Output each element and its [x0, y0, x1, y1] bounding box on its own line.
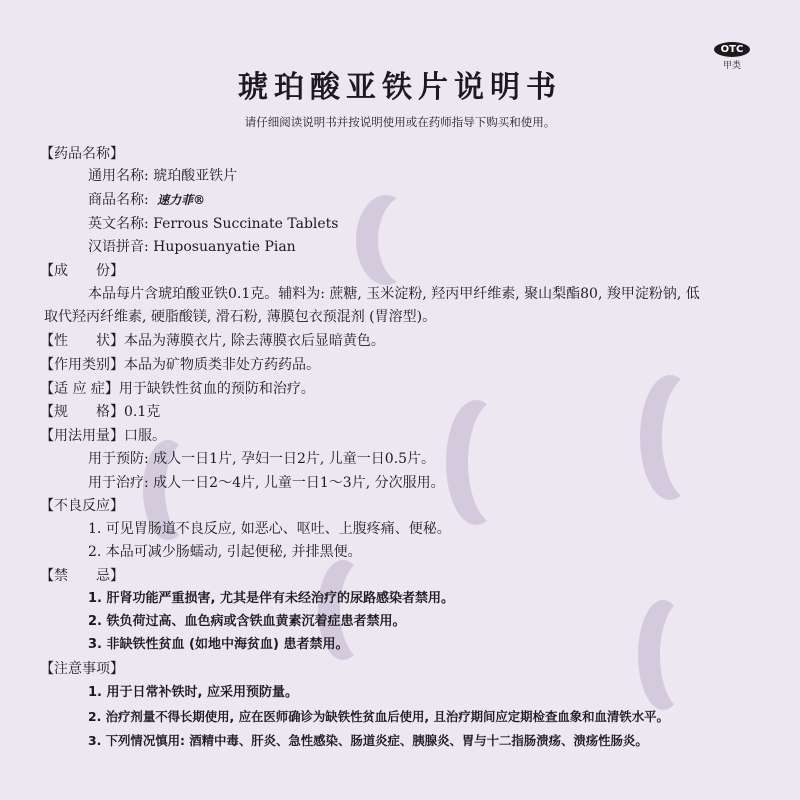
otc-badge: OTC — [714, 42, 750, 57]
contraindication-item: 1. 肝肾功能严重损害, 尤其是伴有未经治疗的尿路感染者禁用。 — [88, 591, 454, 606]
usage-notice: 请仔细阅读说明书并按说明使用或在药师指导下购买和使用。 — [244, 115, 556, 129]
dosage-text: 口服。 — [124, 428, 166, 444]
adverse-item: 1. 可见胃肠道不良反应, 如恶心、呕吐、上腹疼痛、便秘。 — [88, 521, 451, 537]
trade-name — [88, 190, 205, 210]
section-heading-drug-name: 【药品名称】 — [40, 146, 124, 162]
section-spec — [40, 402, 160, 422]
precaution-item: 3. 下列情况慎用: 酒精中毒、肝炎、急性感染、肠道炎症、胰腺炎、胃与十二指肠溃疡、溃疡性肠炎。 — [88, 733, 648, 748]
otc-category: 甲类 — [723, 61, 742, 71]
crescent-watermark — [660, 600, 710, 710]
dosage-treatment: 用于治疗: 成人一日2～4片, 儿童一日1～3片, 分次服用。 — [88, 475, 445, 491]
section-heading-adverse: 【不良反应】 — [40, 498, 124, 514]
trade-mark-logo: 速力菲® — [157, 193, 206, 207]
section-indications — [40, 379, 315, 399]
english-name: 英文名称: Ferrous Succinate Tablets — [88, 216, 339, 232]
section-heading-contraindications: 【禁 忌】 — [40, 568, 124, 584]
section-properties — [40, 331, 385, 351]
composition-line-2: 取代羟丙纤维素, 硬脂酸镁, 滑石粉, 薄膜包衣预混剂 (胃溶型)。 — [44, 309, 437, 325]
generic-name: 通用名称: 琥珀酸亚铁片 — [88, 168, 238, 184]
crescent-watermark — [662, 375, 722, 500]
section-category — [40, 355, 320, 375]
composition-line-1: 本品每片含琥珀酸亚铁0.1克。辅料为: 蔗糖, 玉米淀粉, 羟丙甲纤维素, 聚山梨酯80, 羧甲淀粉钠, 低 — [88, 286, 700, 302]
pinyin-name: 汉语拼音: Huposuanyatie Pian — [88, 239, 296, 255]
trade-name-label: 商品名称: — [88, 192, 149, 208]
section-dosage — [40, 426, 166, 446]
section-heading-dosage: 【用法用量】 — [40, 428, 124, 444]
crescent-watermark — [378, 195, 438, 285]
crescent-watermark — [468, 400, 528, 525]
section-heading-category: 【作用类别】 — [40, 357, 124, 373]
section-heading-properties: 【性 状】 — [40, 333, 124, 349]
dosage-prevention: 用于预防: 成人一日1片, 孕妇一日2片, 儿童一日0.5片。 — [88, 451, 436, 467]
adverse-item: 2. 本品可减少肠蠕动, 引起便秘, 并排黑便。 — [88, 544, 362, 560]
section-heading-composition: 【成 份】 — [40, 263, 124, 279]
page-title: 琥珀酸亚铁片说明书 — [238, 70, 562, 105]
contraindication-item: 3. 非缺铁性贫血 (如地中海贫血) 患者禁用。 — [88, 637, 349, 652]
properties-text: 本品为薄膜衣片, 除去薄膜衣后显暗黄色。 — [124, 333, 385, 349]
precaution-item: 2. 治疗剂量不得长期使用, 应在医师确诊为缺铁性贫血后使用, 且治疗期间应定期检查血象和血清铁水平。 — [88, 709, 669, 724]
spec-text: 0.1克 — [124, 404, 161, 420]
contraindication-item: 2. 铁负荷过高、血色病或含铁血黄素沉着症患者禁用。 — [88, 614, 406, 629]
indications-text: 用于缺铁性贫血的预防和治疗。 — [118, 381, 315, 397]
section-heading-indications: 【适 应 症】 — [40, 381, 119, 397]
section-heading-spec: 【规 格】 — [40, 404, 124, 420]
section-heading-precautions: 【注意事项】 — [40, 661, 124, 677]
precaution-item: 1. 用于日常补铁时, 应采用预防量。 — [88, 685, 298, 700]
category-text: 本品为矿物质类非处方药药品。 — [124, 357, 320, 373]
